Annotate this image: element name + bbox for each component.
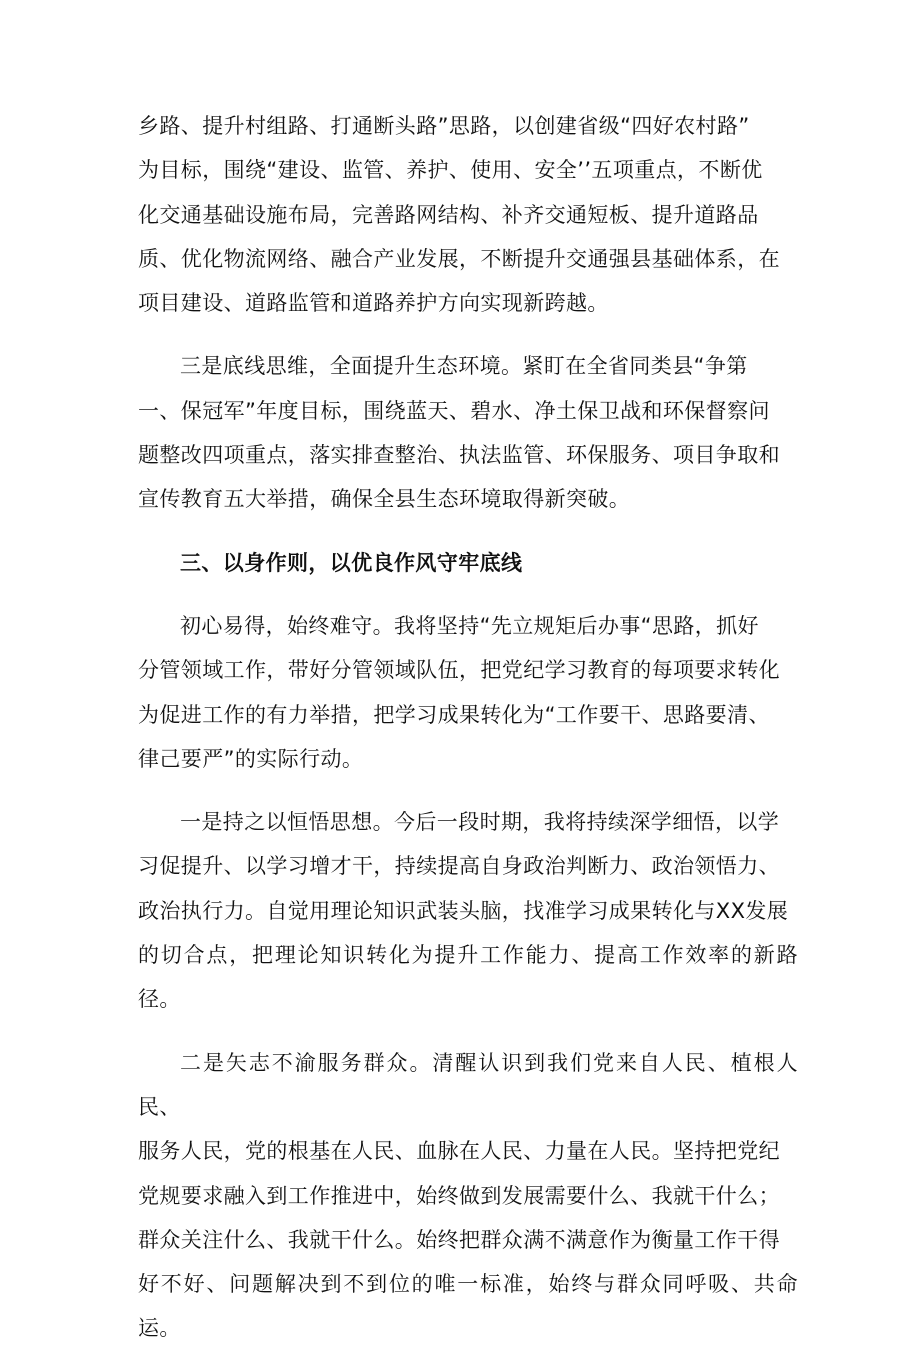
text-line: 为促进工作的有力举措，把学习成果转化为“工作要干、思路要清、 — [138, 702, 770, 727]
text-line: 质、优化物流网络、融合产业发展，不断提升交通强县基础体系，在 — [138, 246, 780, 271]
heading-text: 三、以身作则，以优良作风守牢底线 — [180, 550, 523, 575]
section-heading — [138, 541, 798, 585]
text-line: 习促提升、以学习增才干，持续提高自身政治判断力、政治领悟力、 — [138, 854, 780, 879]
paragraph-5 — [138, 1041, 798, 1351]
text-line: 宣传教育五大举措，确保全县生态环境取得新突破。 — [138, 487, 631, 512]
text-line: 为目标，围绕“建设、监管、养护、使用、安全’’五项重点，不断优 — [138, 158, 763, 183]
text-line: 群众关注什么、我就干什么。始终把群众满不满意作为衡量工作干得 — [138, 1227, 780, 1252]
paragraph-2 — [138, 344, 798, 521]
text-line: 分管领域工作，带好分管领域队伍，把党纪学习教育的每项要求转化 — [138, 658, 780, 683]
text-line: 服务人民，党的根基在人民、血脉在人民、力量在人民。坚持把党纪 — [138, 1139, 780, 1164]
document-body — [138, 104, 798, 1351]
text-line: 的切合点，把理论知识转化为提升工作能力、提高工作效率的新路径。 — [138, 943, 798, 1012]
text-line: 题整改四项重点，落实排查整治、执法监管、环保服务、项目争取和 — [138, 443, 780, 468]
text-line: 初心易得，始终难守。我将坚持“先立规矩后办事“思路，抓好 — [180, 613, 759, 638]
paragraph-4 — [138, 800, 798, 1021]
text-line: 一是持之以恒悟思想。今后一段时期，我将持续深学细悟，以学 — [180, 810, 780, 835]
text-line: 化交通基础设施布局，完善路网结构、补齐交通短板、提升道路品 — [138, 202, 759, 227]
text-line: 政治执行力。自觉用理论知识武装头脑，找准学习成果转化与XX发展 — [138, 898, 789, 923]
text-line: 二是矢志不渝服务群众。清醒认识到我们党来自人民、植根人民、 — [138, 1050, 798, 1119]
paragraph-3 — [138, 604, 798, 781]
text-line: 好不好、问题解决到不到位的唯一标准，始终与群众同呼吸、共命运。 — [138, 1272, 798, 1341]
text-line: 律己要严”的实际行动。 — [138, 746, 364, 771]
paragraph-1 — [138, 104, 798, 325]
text-line: 三是底线思维，全面提升生态环境。紧盯在全省同类县“争第 — [180, 354, 748, 379]
text-line: 党规要求融入到工作推进中，始终做到发展需要什么、我就干什么； — [138, 1183, 780, 1208]
text-line: 项目建设、道路监管和道路养护方向实现新跨越。 — [138, 291, 609, 316]
text-line: 一、保冠军”年度目标，围绕蓝天、碧水、净土保卫战和环保督察问 — [138, 398, 770, 423]
text-line: 乡路、提升村组路、打通断头路”思路，以创建省级“四好农村路” — [138, 114, 750, 138]
